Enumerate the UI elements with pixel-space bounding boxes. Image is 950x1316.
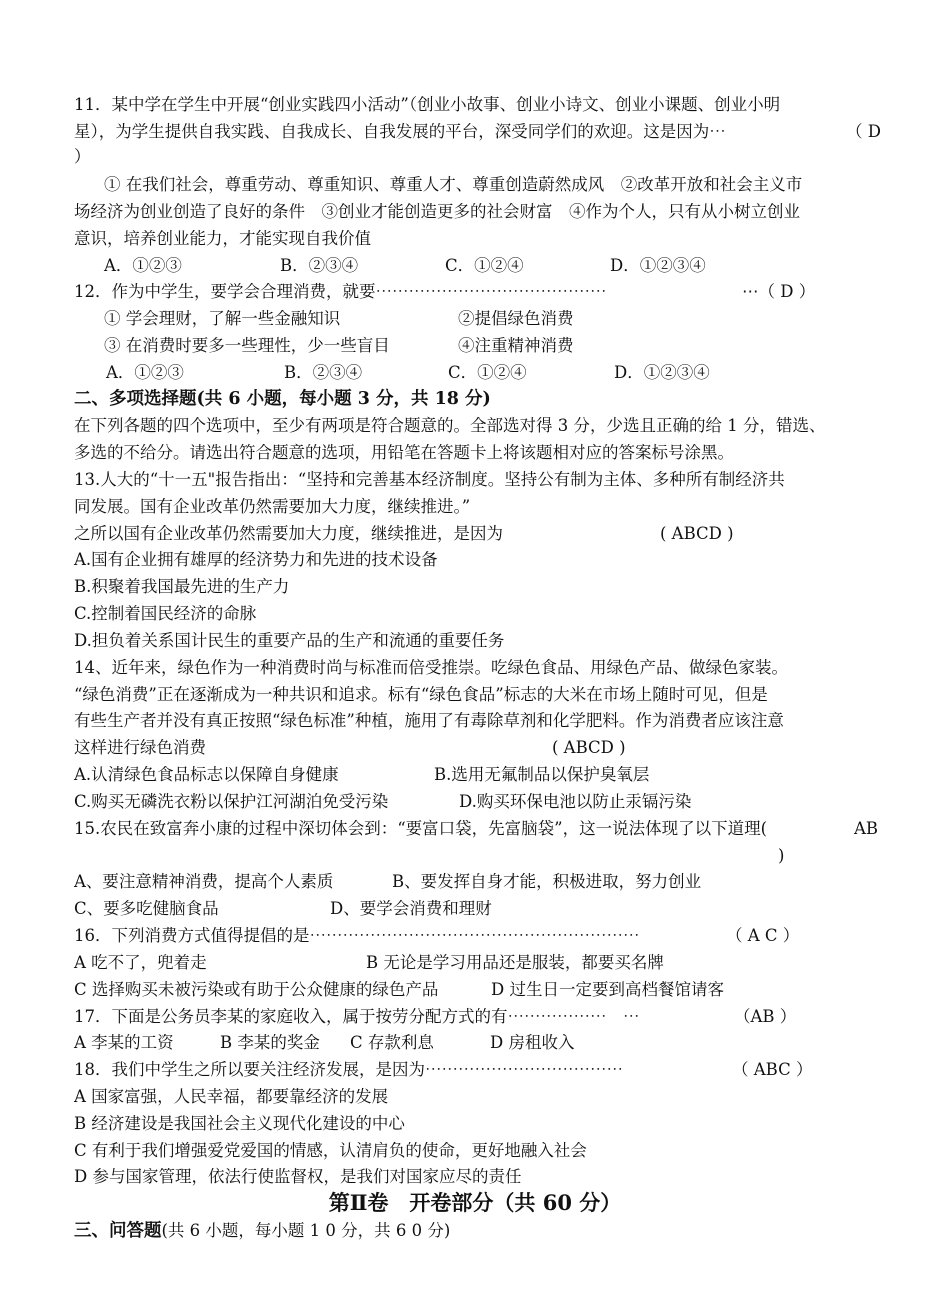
- q17-option-c: C 存款利息: [350, 1033, 434, 1052]
- q15-line-1: [74, 816, 900, 843]
- q14-line-2: “绿色消费”正在逐渐成为一种共识和追求。标有“绿色食品”标志的大米在市场上随时可见，但是: [74, 685, 768, 704]
- q12-option-b: B．②③④: [284, 363, 363, 382]
- q16-option-b: B 无论是学习用品还是服装，都要买名牌: [366, 953, 664, 972]
- q15-answer: AB: [854, 819, 879, 838]
- q11-statement-3: 意识，培养创业能力，才能实现自我价值: [74, 229, 371, 248]
- q13-option-a: A.国有企业拥有雄厚的经济势力和先进的技术设备: [74, 550, 438, 569]
- q14-question: 这样进行绿色消费: [74, 738, 206, 757]
- q12-statement-1: ① 学会理财，了解一些金融知识: [104, 309, 341, 328]
- q11-option-d: D．①②③④: [610, 256, 706, 275]
- q12-option-d: D．①②③④: [614, 363, 710, 382]
- q13-question: 之所以国有企业改革仍然需要加大力度，继续推进，是因为: [74, 524, 503, 543]
- q17-option-b: B 李某的奖金: [220, 1033, 320, 1052]
- section-3-heading-rest: (共 6 小题，每小题 1 0 分，共 6 0 分): [161, 1221, 451, 1240]
- q18-line-1: [74, 1057, 900, 1084]
- q13-line-1: 13.人大的“十一五"报告指出：“坚持和完善基本经济制度。坚持公有制为主体、多种所有制经济共: [74, 470, 785, 489]
- q11-option-a: A．①②③: [104, 256, 182, 275]
- q11-line-1: 11．某中学在学生中开展“创业实践四小活动”（创业小故事、创业小诗文、创业小课题、创业小明: [74, 95, 781, 114]
- q18-option-c: C 有利于我们增强爱党爱国的情感，认清肩负的使命，更好地融入社会: [74, 1141, 587, 1160]
- q18-option-b: B 经济建设是我国社会主义现代化建设的中心: [74, 1114, 405, 1133]
- q14-option-b: B.选用无氟制品以保护臭氧层: [434, 765, 650, 784]
- q12-statement-2: ②提倡绿色消费: [458, 309, 574, 328]
- q12-line-1: [74, 279, 900, 306]
- q16-option-c: C 选择购买未被污染或有助于公众健康的绿色产品: [74, 980, 439, 999]
- q13-option-c: C.控制着国民经济的命脉: [74, 604, 257, 623]
- q11-option-b: B．②③④: [280, 256, 359, 275]
- q12-option-a: A．①②③: [106, 363, 184, 382]
- q11-answer: （ D: [846, 122, 881, 141]
- q14-line-4: [74, 735, 900, 762]
- q11-line-2: [74, 119, 900, 146]
- q11-line-2-text: 星），为学生提供自我实践、自我成长、自我发展的平台，深受同学们的欢迎。这是因为⋯: [74, 122, 726, 141]
- q15-question: 15.农民在致富奔小康的过程中深切体会到：“要富口袋，先富脑袋”，这一说法体现了以下道理(: [74, 819, 768, 838]
- q16-line-1: [74, 923, 900, 950]
- q13-option-d: D.担负着关系国计民生的重要产品的生产和流通的重要任务: [74, 631, 505, 650]
- section-3-heading: 三、问答题: [74, 1221, 162, 1241]
- part-2-title: 第Ⅱ卷 开卷部分（共 60 分）: [328, 1190, 622, 1215]
- q16-option-a: A 吃不了，兜着走: [74, 953, 207, 972]
- q18-answer: （ ABC ）: [732, 1060, 813, 1079]
- q17-question: 17．下面是公务员李某的家庭收入，属于按劳分配方式的有⋯⋯⋯⋯⋯⋯ ⋯: [74, 1007, 640, 1026]
- q12-statement-3: ③ 在消费时要多一些理性，少一些盲目: [104, 336, 390, 355]
- q11-statement-2: 场经济为创业创造了良好的条件 ③创业才能创造更多的社会财富 ④作为个人，只有从小树立创业: [74, 202, 800, 221]
- q13-line-2: 同发展。国有企业改革仍然需要加大力度，继续推进。”: [74, 497, 471, 516]
- q16-answer: （ A C ）: [726, 926, 800, 945]
- q13-answer: ( ABCD ): [660, 524, 734, 543]
- q15-option-d: D、要学会消费和理财: [330, 899, 492, 918]
- section-2-instructions-1: 在下列各题的四个选项中，至少有两项是符合题意的。全部选对得 3 分，少选且正确的给 1 分，错选、: [74, 416, 826, 435]
- q14-option-d: D.购买环保电池以防止汞镉污染: [459, 792, 692, 811]
- section-3-title: [74, 1218, 900, 1245]
- section-2-title: 二、多项选择题(共 6 小题，每小题 3 分，共 18 分): [74, 389, 491, 409]
- q18-option-d: D 参与国家管理，依法行使监督权，是我们对国家应尽的责任: [74, 1167, 522, 1186]
- q11-statement-1: ① 在我们社会，尊重劳动、尊重知识、尊重人才、尊重创造蔚然成风 ②改革开放和社会主义市: [104, 175, 803, 194]
- q14-option-c: C.购买无磷洗衣粉以保护江河湖泊免受污染: [74, 792, 389, 811]
- q18-question: 18．我们中学生之所以要关注经济发展，是因为⋯⋯⋯⋯⋯⋯⋯⋯⋯⋯⋯⋯: [74, 1060, 623, 1079]
- q12-option-c: C．①②④: [448, 363, 527, 382]
- q13-line-3: [74, 521, 900, 548]
- q14-option-a: A.认清绿色食品标志以保障自身健康: [74, 765, 339, 784]
- q15-option-b: B、要发挥自身才能，积极进取，努力创业: [392, 872, 702, 891]
- q11-line-3: ）: [74, 147, 91, 166]
- q12-answer: ⋯（ D ）: [742, 282, 816, 301]
- q17-answer: （AB ）: [734, 1007, 797, 1026]
- q15-option-c: C、要多吃健脑食品: [74, 899, 219, 918]
- q16-question: 16．下列消费方式值得提倡的是⋯⋯⋯⋯⋯⋯⋯⋯⋯⋯⋯⋯⋯⋯⋯⋯⋯⋯⋯⋯: [74, 926, 640, 945]
- q15-option-a: A、要注意精神消费，提高个人素质: [74, 872, 334, 891]
- q17-option-d: D 房租收入: [490, 1033, 575, 1052]
- q16-option-d: D 过生日一定要到高档餐馆请客: [491, 980, 724, 999]
- q18-option-a: A 国家富强，人民幸福，都要靠经济的发展: [74, 1087, 389, 1106]
- q14-line-3: 有些生产者并没有真正按照“绿色标准”种植，施用了有毒除草剂和化学肥料。作为消费者应该注意: [74, 711, 784, 730]
- q13-option-b: B.积聚着我国最先进的生产力: [74, 577, 290, 596]
- q15-close-paren: ): [778, 846, 785, 865]
- q14-answer: ( ABCD ): [552, 738, 626, 757]
- q17-line-1: [74, 1004, 900, 1031]
- q14-line-1: 14、近年来，绿色作为一种消费时尚与标准而倍受推崇。吃绿色食品、用绿色产品、做绿色家装。: [74, 658, 788, 677]
- q12-statement-4: ④注重精神消费: [458, 336, 574, 355]
- q17-option-a: A 李某的工资: [74, 1033, 174, 1052]
- q11-option-c: C．①②④: [445, 256, 524, 275]
- q12-question: 12．作为中学生，要学会合理消费，就要⋯⋯⋯⋯⋯⋯⋯⋯⋯⋯⋯⋯⋯⋯: [74, 282, 607, 301]
- section-2-instructions-2: 多选的不给分。请选出符合题意的选项，用铅笔在答题卡上将该题相对应的答案标号涂黑。: [74, 443, 734, 462]
